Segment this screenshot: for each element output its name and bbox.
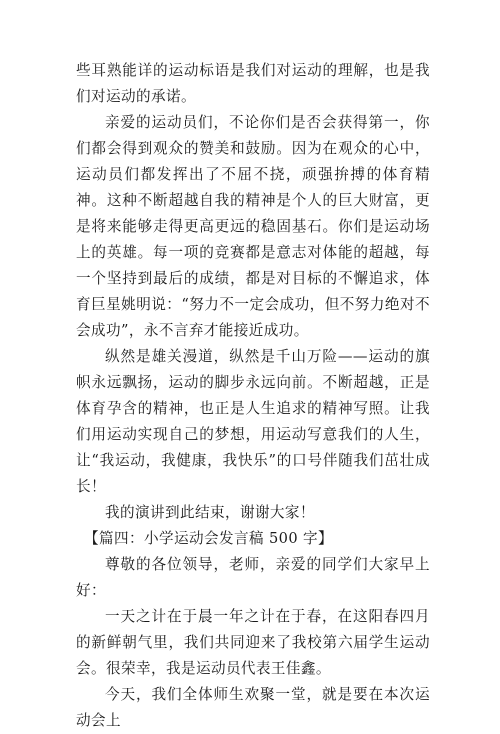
paragraph-continuation: 些耳熟能详的运动标语是我们对运动的理解，也是我们对运动的承诺。 bbox=[76, 62, 430, 105]
paragraph-sports-spirit: 纵然是雄关漫道，纵然是千山万险——运动的旗帜永远飘扬，运动的脚步永远向前。不断超越，正是体育孕含的精神，也正是人生追求的精神写照。让我们用运动实现自己的梦想，用运动写意我们的人生，让“我运动，我健康，我快乐”的口号伴随我们茁壮成长！ bbox=[76, 348, 430, 495]
document-body bbox=[76, 58, 430, 734]
paragraph-greeting: 尊敬的各位领导，老师，亲爱的同学们大家早上好： bbox=[76, 556, 430, 599]
paragraph-today: 今天，我们全体师生欢聚一堂，就是要在本次运动会上 bbox=[76, 686, 430, 729]
paragraph-closing: 我的演讲到此结束，谢谢大家！ bbox=[105, 504, 315, 521]
paragraph-athletes-address: 亲爱的运动员们，不论你们是否会获得第一，你们都会得到观众的赞美和鼓励。因为在观众的心中，运动员们都发挥出了不屈不挠，顽强拚搏的体育精神。这种不断超越自我的精神是个人的巨大财富，更是将来能够走得更高更远的稳固基石。你们是运动场上的英雄。每一项的竞赛都是意志对体能的超越，每一个坚持到最后的成绩，都是对目标的不懈追求，体育巨星姚明说：“努力不一定会成功，但不努力绝对不会成功”，永不言弃才能接近成功。 bbox=[76, 114, 430, 339]
paragraph-introduction: 一天之计在于晨一年之计在于春，在这阳春四月的新鲜朝气里，我们共同迎来了我校第六届学生运动会。很荣幸，我是运动员代表王佳鑫。 bbox=[76, 608, 430, 677]
section-heading: 【篇四：小学运动会发言稿 500 字】 bbox=[84, 530, 334, 547]
